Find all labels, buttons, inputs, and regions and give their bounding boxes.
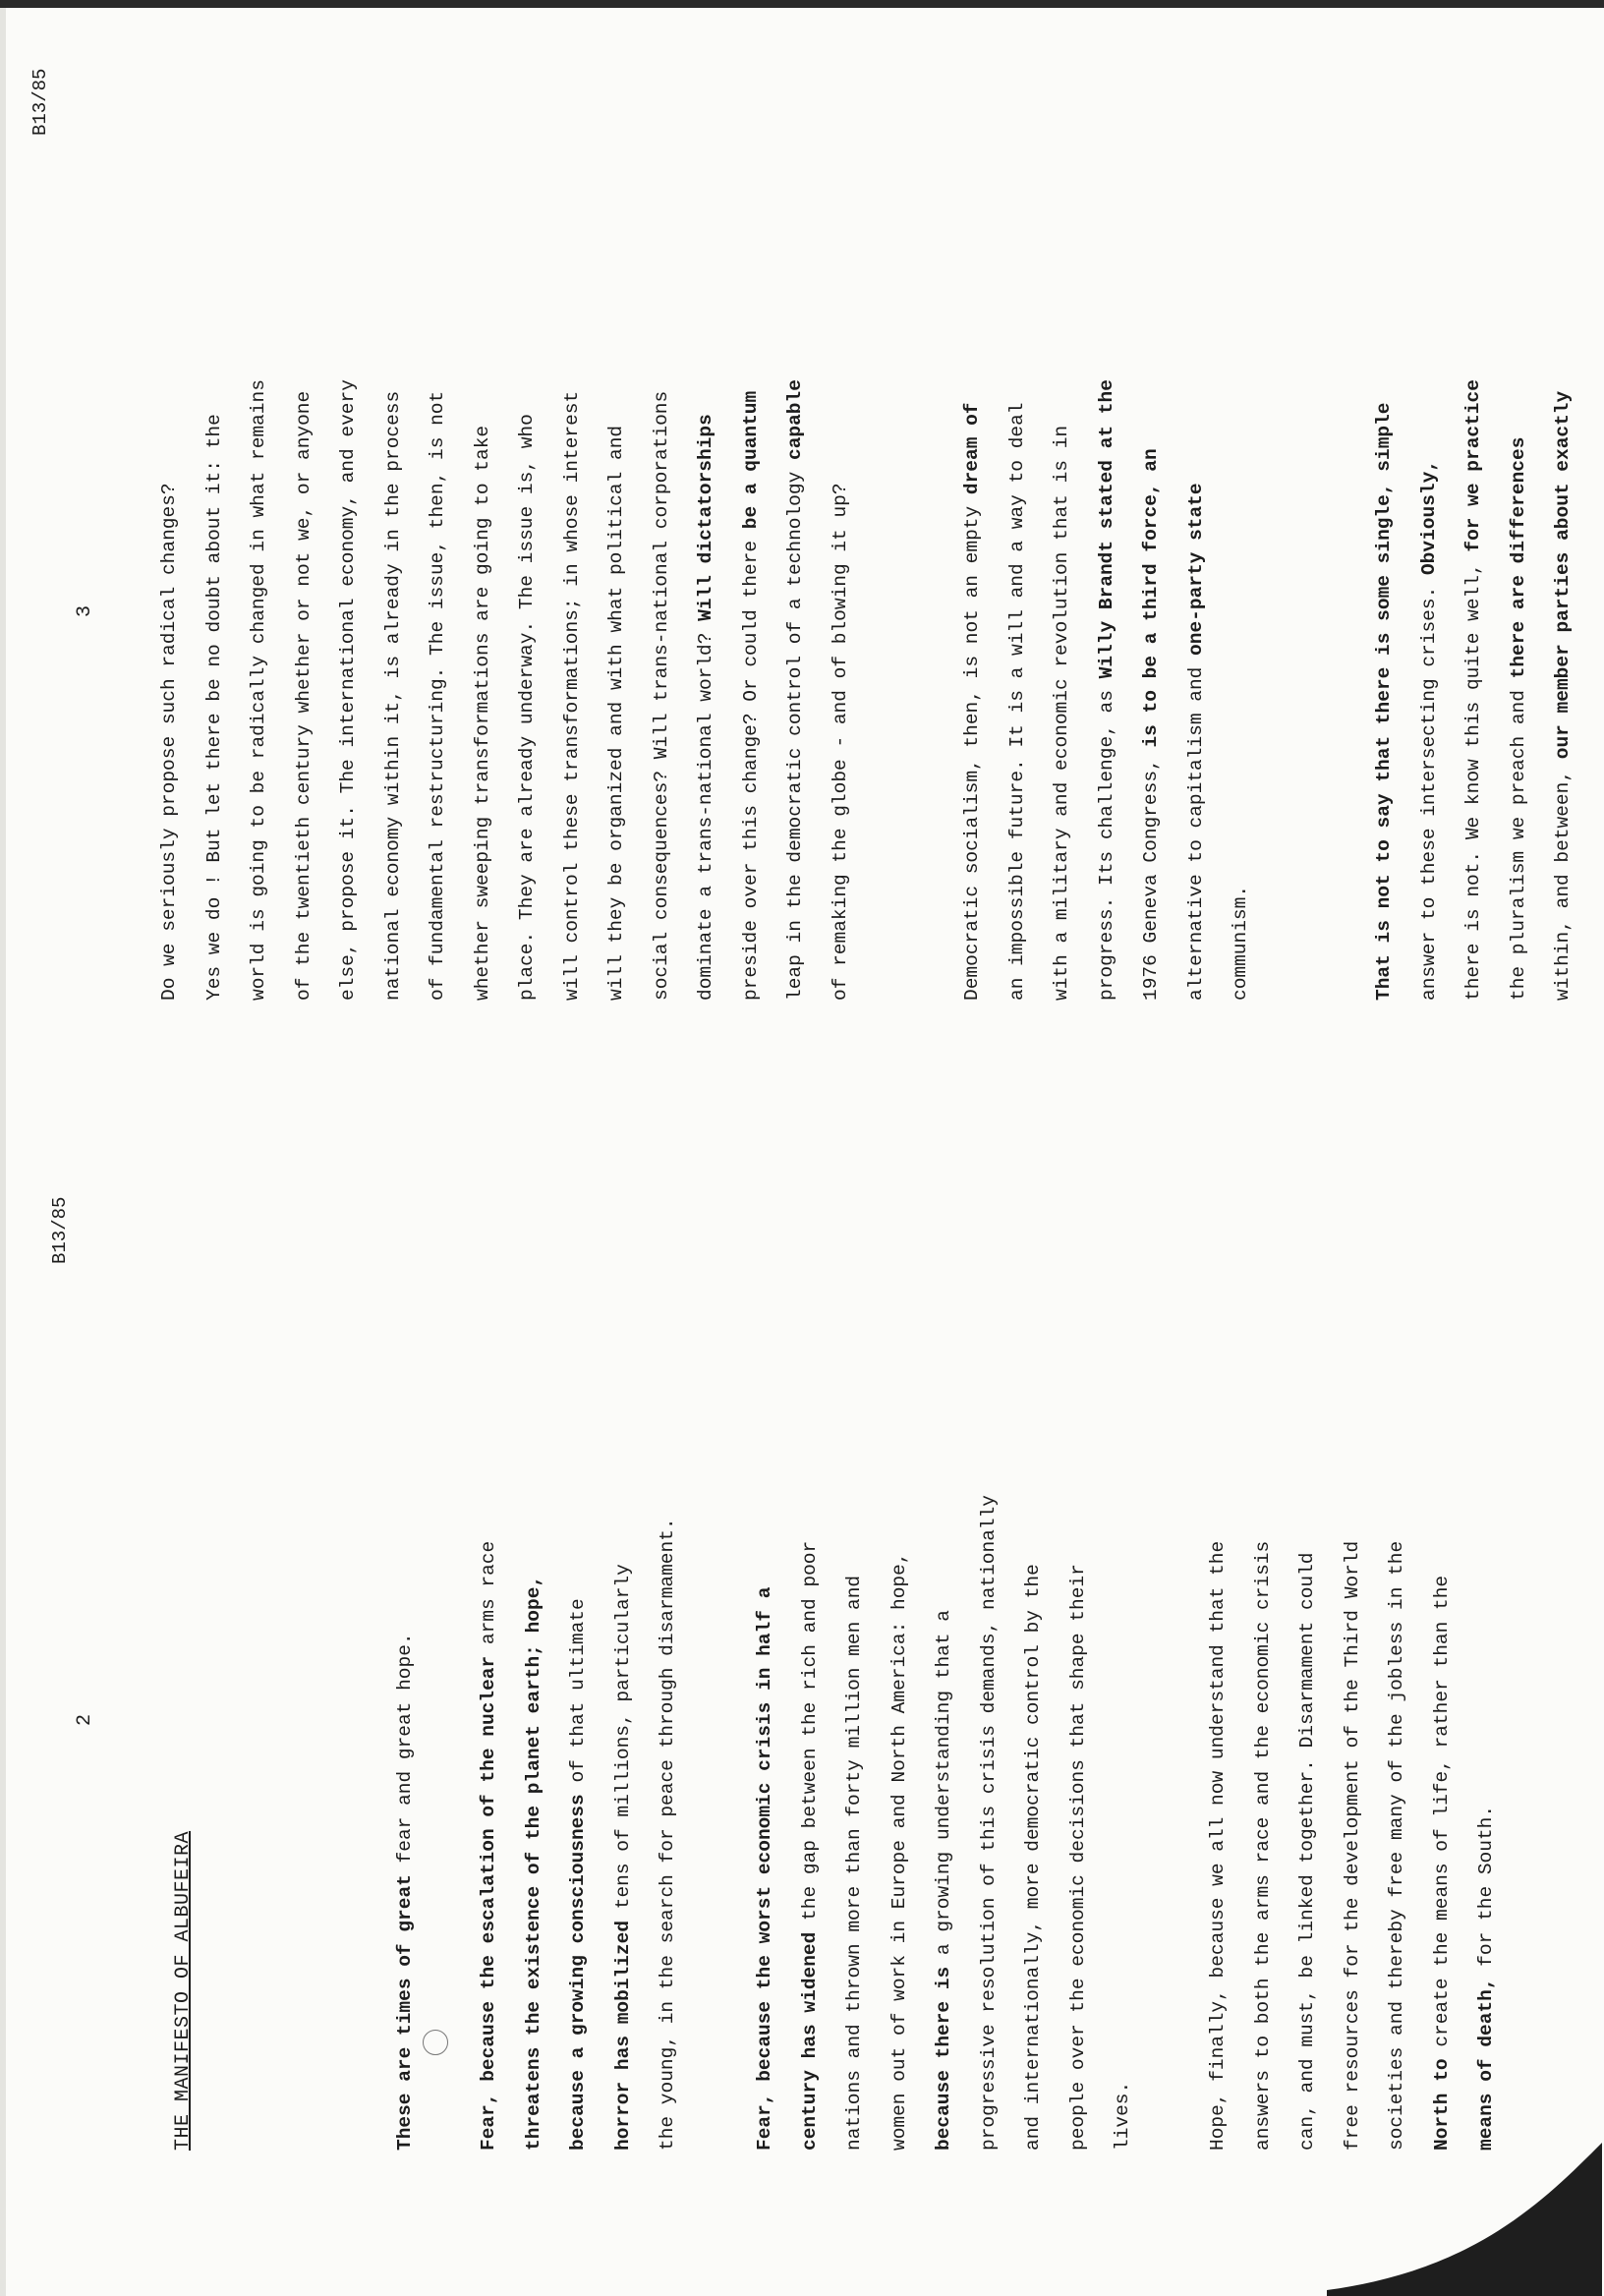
text-line: Fear, because the escalation of the nuclear arms race <box>478 1540 499 2151</box>
text-line: of the twentieth century whether or not we, or anyone <box>292 390 315 1001</box>
text-line: the pluralism we preach and there are differences <box>1507 436 1529 1001</box>
text-line: there is not. We know this quite well, for we practice <box>1462 379 1484 1001</box>
bold-phrase: because there is <box>933 1966 954 2151</box>
bold-phrase: capable <box>784 379 806 460</box>
text-line: progress. Its challenge, as Willy Brandt stated at the <box>1095 379 1117 1001</box>
text-line: Democratic socialism, then, is not an empty dream of <box>961 402 983 1001</box>
text-line: alternative to capitalism and one-party state <box>1184 483 1207 1001</box>
text-line: of fundamental restructuring. The issue, then, is not <box>427 390 448 1001</box>
bold-phrase: one-party state <box>1184 483 1207 656</box>
bold-phrase: because a growing consciousness <box>567 1794 589 2151</box>
text-line: preside over this change? Or could there be a quantum <box>739 390 762 1001</box>
paragraph-democratic-socialism <box>950 28 1264 1001</box>
bold-phrase: These are times of great <box>394 1874 416 2151</box>
text-line: because there is a growing understanding that a <box>933 1610 954 2151</box>
text-line: progressive resolution of this crisis demands, nationally <box>977 1494 1000 2151</box>
paragraph-pluralism <box>1362 28 1586 1001</box>
bold-phrase: dream of <box>961 402 983 495</box>
scan-corner-artifact <box>1307 2143 1602 2296</box>
text-line: communism. <box>1230 885 1251 1001</box>
text-line: and internationally, more democratic control by the <box>1022 1564 1044 2151</box>
bold-phrase: That is not to say that there is some single, simple <box>1373 402 1395 1001</box>
bold-phrase: be a quantum <box>739 390 762 530</box>
bold-phrase: horror has mobilized <box>611 1920 634 2151</box>
text-line: of remaking the globe - and of blowing it up? <box>829 483 851 1001</box>
text-line: answers to both the arms race and the economic crisis <box>1251 1540 1274 2151</box>
text-line: world is going to be radically changed in what remains <box>248 379 269 1001</box>
bold-phrase: is to be a third force, an <box>1140 448 1162 748</box>
text-line: These are times of great fear and great hope. <box>394 1633 416 2151</box>
paragraph-times <box>383 1207 429 2151</box>
text-line: women out of work in Europe and North America: hope, <box>888 1552 910 2151</box>
document-reference: B13/85 <box>49 1196 71 1264</box>
text-line: nations and thrown more than forty million men and <box>843 1575 865 2151</box>
text-line: national economy within it, is already in the process <box>381 390 404 1001</box>
bold-phrase: Willy Brandt stated at the <box>1095 379 1117 679</box>
text-line: leap in the democratic control of a technology capable <box>784 379 806 1001</box>
bold-phrase: there are differences <box>1507 436 1529 679</box>
text-line: lives. <box>1112 2081 1133 2151</box>
text-line: the young, in the search for peace through disarmament. <box>657 1518 678 2151</box>
text-line: will control these transformations; in whose interest <box>560 390 583 1001</box>
paragraph-fear-economic-crisis <box>743 1207 1146 2151</box>
text-line: social consequences? Will trans-national corporations <box>650 390 672 1001</box>
text-line: Do we seriously propose such radical changes? <box>158 483 180 1001</box>
text-line <box>743 1207 788 2151</box>
page-number: 2 <box>74 1713 96 1726</box>
text-line: 1976 Geneva Congress, is to be a third force, an <box>1140 448 1162 1001</box>
text-line: North to create the means of life, rather than the <box>1430 1575 1453 2151</box>
text-line: else, propose it. The international economy, and every <box>337 379 359 1001</box>
text-line: century has widened the gap between the rich and poor <box>798 1540 821 2151</box>
paragraph-hope <box>1196 1207 1510 2151</box>
text-line: societies and thereby free many of the jobless in the <box>1386 1540 1407 2151</box>
bold-phrase: Fear, because the worst economic crisis in half a <box>754 1586 775 2151</box>
bold-phrase: Fear, because the escalation of the nuclear <box>478 1655 499 2151</box>
paragraph-fear-arms-race <box>467 1207 691 2151</box>
text-line <box>1362 28 1407 1001</box>
paragraph-radical-changes <box>147 28 863 1001</box>
text-line: dominate a trans-national world? Will dictatorships <box>695 414 716 1001</box>
text-line: whether sweeping transformations are going to take <box>471 425 493 1001</box>
text-line: with a military and economic revolution that is in <box>1051 425 1072 1001</box>
text-line: Hope, finally, because we all now understand that the <box>1207 1540 1229 2151</box>
bold-phrase: Will dictatorships <box>695 414 716 621</box>
text-line: place. They are already underway. The issue is, who <box>516 414 538 1001</box>
text-line: because a growing consciousness of that ultimate <box>567 1598 589 2151</box>
text-line: threatens the existence of the planet earth; hope, <box>522 1575 544 2151</box>
text-line: means of death, for the South. <box>1475 1805 1497 2151</box>
bold-phrase: for we practice <box>1462 379 1484 552</box>
text-line: will they be organized and with what political and <box>605 425 627 1001</box>
text-line: free resources for the development of the Third World <box>1341 1540 1363 2151</box>
bold-phrase: means of death, <box>1475 1978 1497 2151</box>
text-line: within, and between, our member parties about exactly <box>1552 390 1574 1001</box>
bold-phrase: North to <box>1430 2058 1453 2151</box>
document-reference: B13/85 <box>29 68 51 136</box>
text-line: people over the economic decisions that shape their <box>1066 1564 1089 2151</box>
page-number: 3 <box>74 604 96 617</box>
bold-phrase: Obviously, <box>1417 459 1440 576</box>
text-line: horror has mobilized tens of millions, particularly <box>611 1564 634 2151</box>
text-line: an impossible future. It is a will and a way to deal <box>1005 402 1028 1001</box>
text-line: can, and must, be linked together. Disarmament could <box>1296 1552 1318 2151</box>
document-title: THE MANIFESTO OF ALBUFEIRA <box>172 1830 195 2151</box>
bold-phrase: century has widened <box>798 1931 821 2151</box>
bold-phrase: our member parties about exactly <box>1552 390 1574 760</box>
text-line: answer to these intersecting crises. Obviously, <box>1417 459 1440 1001</box>
text-line: Yes we do ! But let there be no doubt about it: the <box>202 414 225 1001</box>
page-2 <box>0 1148 1604 2296</box>
